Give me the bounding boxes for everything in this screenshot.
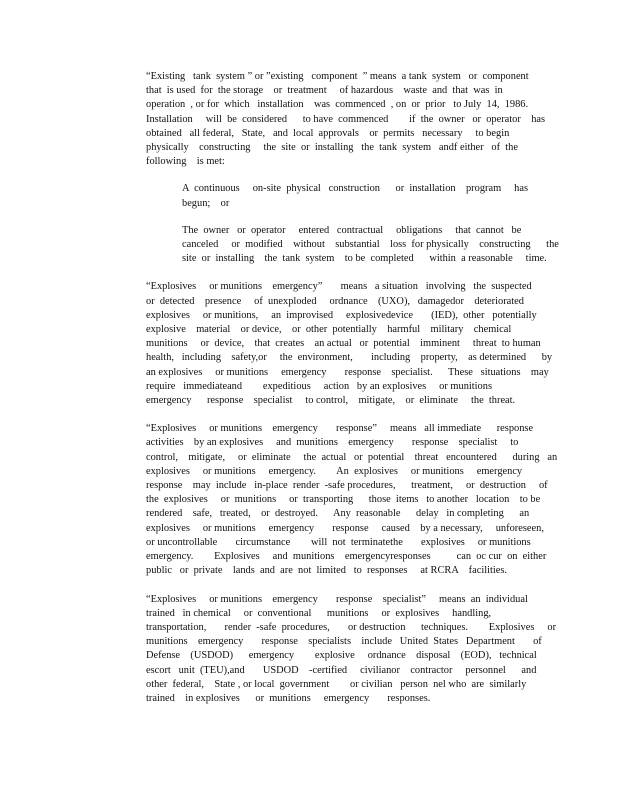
subitem-continuous-construction bbox=[182, 182, 550, 210]
text-line: operation , or for which installation was commenced , on or prior to July 14, 1986. bbox=[146, 99, 529, 111]
text-line: “Explosives or munitions emergency response” means all immediate response bbox=[146, 423, 534, 435]
text-line: public or private lands and are not limited to responses at RCRA facilities. bbox=[146, 565, 508, 577]
text-line: munitions emergency response specialists include United States Department of bbox=[146, 636, 542, 648]
text-line: begun; or bbox=[182, 197, 230, 209]
text-line: explosive material or device, or other potentially harmful military chemical bbox=[146, 324, 512, 336]
text-line: rendered safe, treated, or destroyed. Any reasonable delay in completing an bbox=[146, 508, 530, 520]
text-line: activities by an explosives and munitions emergency response specialist to bbox=[146, 437, 519, 449]
text-line: “Explosives or munitions emergency response specialist” means an individual bbox=[146, 593, 528, 605]
text-line: require immediateand expeditious action by an explosives or munitions bbox=[146, 380, 492, 392]
text-line: trained in explosives or munitions emergency responses. bbox=[146, 692, 431, 704]
text-line: response may include in-place render -safe procedures, treatment, or destruction of bbox=[146, 480, 548, 492]
text-line: obtained all federal, State, and local approvals or permits necessary to begin bbox=[146, 127, 510, 139]
text-line: A continuous on-site physical construction or installation program has bbox=[182, 183, 529, 195]
text-line: Defense (USDOD) emergency explosive ordnance disposal (EOD), technical bbox=[146, 650, 537, 662]
text-line: Installation will be considered to have commenced if the owner or operator has bbox=[146, 113, 546, 125]
text-line: site or installing the tank system to be completed within a reasonable time. bbox=[182, 253, 547, 265]
text-line: that is used for the storage or treatment of hazardous waste and that was in bbox=[146, 85, 503, 97]
text-line: the explosives or munitions or transporting those items to another location to be bbox=[146, 494, 541, 506]
text-line: “Explosives or munitions emergency” means a situation involving the suspected bbox=[146, 281, 532, 293]
text-line: explosives or munitions emergency response caused by a necessary, unforeseen, bbox=[146, 522, 544, 534]
definition-explosives-munitions-emergency-response-specialist bbox=[146, 593, 557, 707]
text-line: health, including safety,or the environment, including property, as determined by bbox=[146, 352, 553, 364]
text-line: “Existing tank system ” or ”existing component ” means a tank system or component bbox=[146, 71, 529, 82]
text-line: emergency response specialist to control, mitigate, or eliminate the threat. bbox=[146, 395, 516, 407]
text-line: an explosives or munitions emergency response specialist. These situations may bbox=[146, 366, 549, 378]
text-line: explosives or munitions, an improvised explosivedevice (IED), other potentially bbox=[146, 309, 537, 321]
text-line: munitions or device, that creates an actual or potential imminent threat to human bbox=[146, 338, 541, 350]
document-body bbox=[146, 70, 559, 706]
text-line: The owner or operator entered contractual obligations that cannot be bbox=[182, 224, 522, 236]
text-line: control, mitigate, or eliminate the actual or potential threat encountered during an bbox=[146, 451, 558, 463]
text-line: trained in chemical or conventional munitions or explosives handling, bbox=[146, 607, 492, 619]
text-line: escort unit (TEU),and USDOD -certified civilianor contractor personnel and bbox=[146, 664, 537, 676]
definition-explosives-munitions-emergency bbox=[146, 280, 553, 408]
text-line: other federal, State , or local government or civilian person nel who are similarly bbox=[146, 678, 527, 690]
definition-explosives-munitions-emergency-response bbox=[146, 422, 558, 578]
text-line: emergency. Explosives and munitions emergencyresponses can oc cur on either bbox=[146, 551, 547, 563]
text-line: physically constructing the site or installing the tank system andf either of the bbox=[146, 142, 518, 154]
definition-existing-tank-system bbox=[146, 70, 550, 169]
text-line: or uncontrollable circumstance will not terminatethe explosives or munitions bbox=[146, 536, 531, 548]
text-line: transportation, render -safe procedures, or destruction techniques. Explosives or bbox=[146, 621, 557, 633]
text-line: or detected presence of unexploded ordnance (UXO), damagedor deteriorated bbox=[146, 295, 524, 307]
text-line: canceled or modified without substantial loss for physically constructing the bbox=[182, 239, 559, 251]
text-line: following is met: bbox=[146, 156, 225, 168]
subitem-contractual-obligations bbox=[182, 224, 559, 267]
text-line: explosives or munitions emergency. An explosives or munitions emergency bbox=[146, 465, 523, 477]
